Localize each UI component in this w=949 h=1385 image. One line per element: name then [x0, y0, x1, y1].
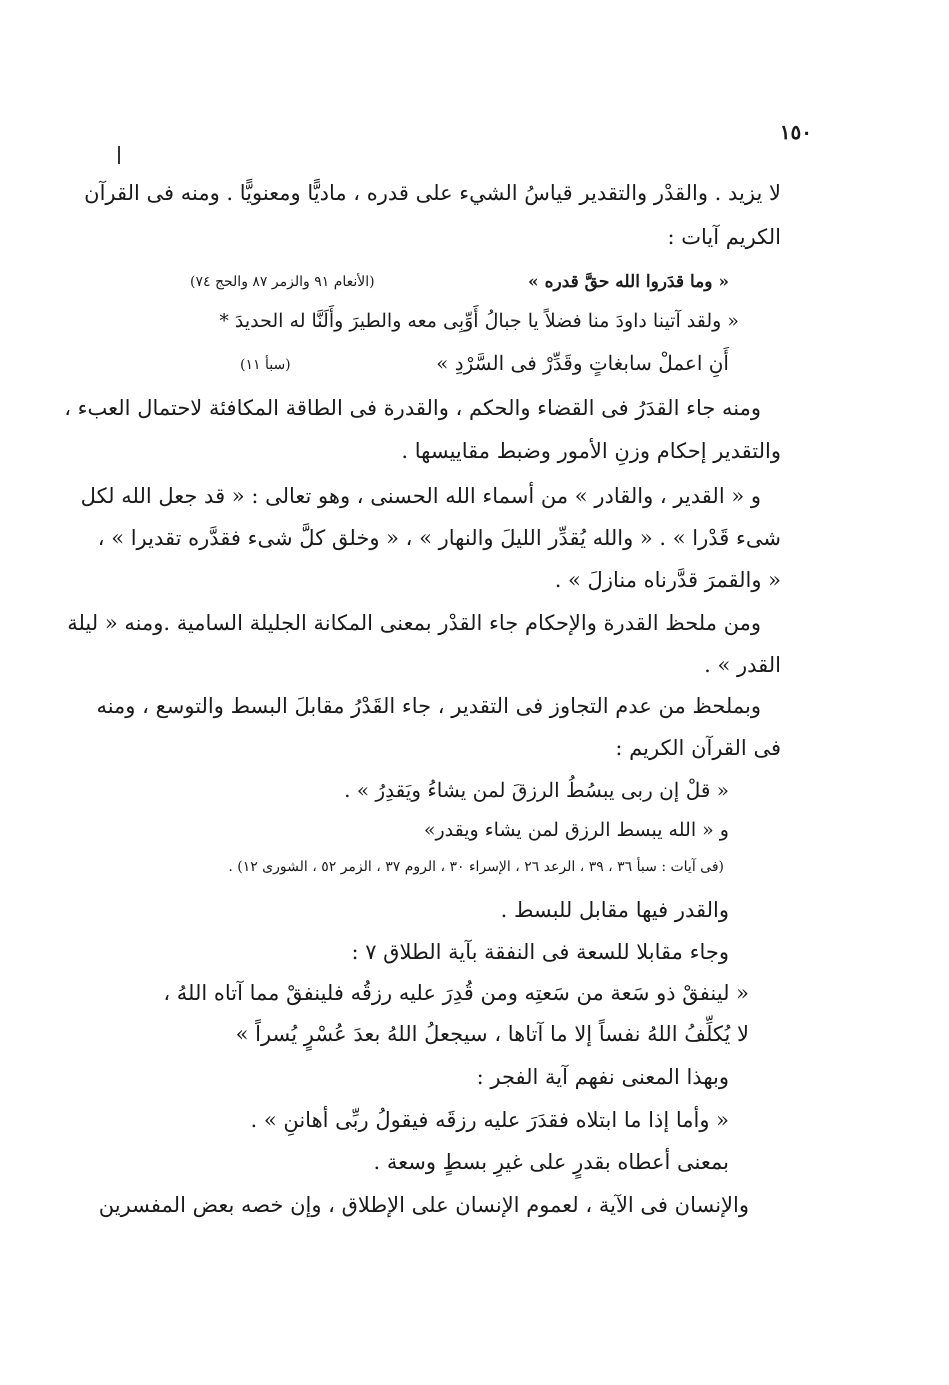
text-line: شىء قَدْرا » . « والله يُقدِّر الليلَ والنهار » ، « وخلق كلَّ شىء فقدَّره تقديرا » ،	[97, 526, 781, 550]
text-line: والتقدير إحكام وزنِ الأمور وضبط مقاييسها .	[401, 439, 781, 463]
text-line: والقدر فيها مقابل للبسط .	[500, 898, 729, 922]
verse-reference: (فى آيات : سبأ ٣٦ ، ٣٩ ، الرعد ٢٦ ، الإسراء ٣٠ ، الروم ٣٧ ، الزمر ٥٢ ، الشورى ١٢) .	[228, 859, 724, 875]
verse-line: « ولقد آتينا داودَ منا فضلاً يا جبالُ أَوِّبِى معه والطيرَ وأَلَنَّا له الحديدَ *	[219, 310, 739, 332]
text-line: الكريم آيات :	[667, 225, 781, 249]
verse-line: أَنِ اعملْ سابغاتٍ وقَدِّرْ فى السَّرْدِ »	[436, 351, 729, 375]
margin-mark	[118, 146, 120, 164]
verse-line: « قلْ إن ربى يبسُطُ الرزقَ لمن يشاءُ ويَقدِرُ » .	[344, 778, 729, 802]
text-line: بمعنى أعطاه بقدرٍ على غيرِ بسطٍ وسعة .	[373, 1150, 729, 1174]
verse-line: « لينفقْ ذو سَعة من سَعتِه ومن قُدِرَ عليه رزقُه فلينفقْ مما آتاه اللهُ ،	[163, 981, 749, 1005]
text-line: ومن ملحظ القدرة والإحكام جاء القدْر بمعنى المكانة الجليلة السامية .ومنه « ليلة	[67, 611, 761, 635]
text-line: وبهذا المعنى نفهم آية الفجر :	[476, 1065, 729, 1089]
verse-line: لا يُكلِّفُ اللهُ نفساً إلا ما آتاها ، سيجعلُ اللهُ بعدَ عُسْرٍ يُسراً »	[235, 1022, 749, 1046]
text-line: « والقمرَ قدَّرناه منازلَ » .	[554, 568, 781, 592]
verse-line: « وأما إذا ما ابتلاه فقدَرَ عليه رزقَه فيقولُ ربِّى أهاننِ » .	[250, 1108, 729, 1132]
text-line: وجاء مقابلا للسعة فى النفقة بآية الطلاق ٧ :	[351, 940, 729, 964]
text-line: وبملحظ من عدم التجاوز فى التقدير ، جاء القَدْرُ مقابلَ البسط والتوسع ، ومنه	[96, 694, 761, 718]
verse-line: و « الله يبسط الرزق لمن يشاء ويقدر»	[423, 819, 729, 841]
text-line: القدر » .	[704, 653, 781, 677]
verse-line: « وما قدَروا الله حقَّ قدره »	[528, 272, 729, 292]
verse-reference: (الأنعام ٩١ والزمر ٨٧ والحج ٧٤)	[190, 274, 375, 290]
text-line: و « القدير ، والقادر » من أسماء الله الحسنى ، وهو تعالى : « قد جعل الله لكل	[80, 484, 761, 508]
text-line: فى القرآن الكريم :	[615, 736, 781, 760]
text-line: ومنه جاء القدَرُ فى القضاء والحكم ، والقدرة فى الطاقة المكافئة لاحتمال العبء ،	[64, 396, 761, 420]
page-number: ١٥٠	[779, 120, 812, 144]
text-line: والإنسان فى الآية ، لعموم الإنسان على الإطلاق ، وإن خصه بعض المفسرين	[98, 1193, 749, 1217]
text-line: لا يزيد . والقدْر والتقدير قياسُ الشيء على قدره ، ماديًّا ومعنويًّا . ومنه فى القرآن	[84, 181, 781, 205]
verse-reference: (سبأ ١١)	[240, 357, 291, 373]
